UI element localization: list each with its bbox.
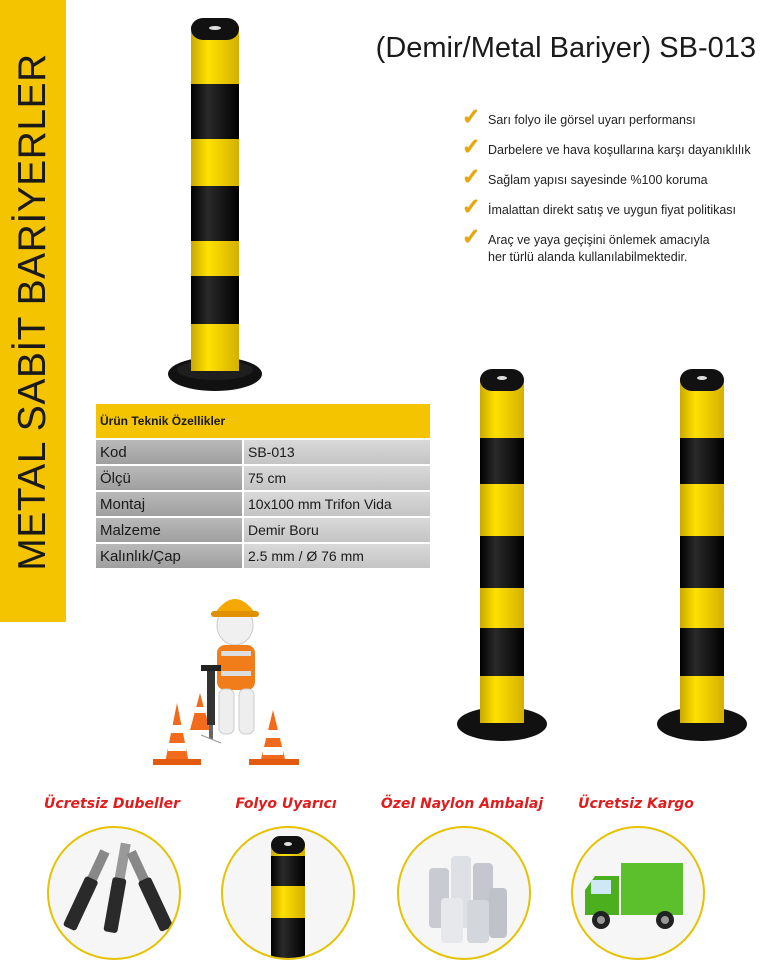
check-icon: ✓	[462, 134, 481, 159]
construction-worker-illustration	[145, 585, 305, 770]
benefit-label: Ücretsiz Kargo	[578, 796, 694, 812]
spec-table-header: Ürün Teknik Özellikler	[96, 404, 430, 438]
spec-label: Kod	[96, 440, 244, 464]
spec-value: 2.5 mm / Ø 76 mm	[244, 544, 430, 568]
benefit-item	[196, 796, 376, 812]
feature-item: ✓ Sarı folyo ile görsel uyarı performansı	[462, 104, 696, 129]
reflective-foil-post-icon	[221, 826, 355, 960]
side-title: METAL SABİT BARİYERLER	[11, 53, 54, 571]
spec-label: Montaj	[96, 492, 244, 516]
wall-plug-screws-icon	[47, 826, 181, 960]
spec-label: Ölçü	[96, 466, 244, 490]
benefits-row	[0, 796, 768, 971]
check-icon: ✓	[462, 104, 481, 129]
check-icon: ✓	[462, 224, 481, 249]
table-row	[96, 492, 430, 516]
check-icon: ✓	[462, 164, 481, 189]
feature-item: ✓ Darbelere ve hava koşullarına karşı dayanıklılık	[462, 134, 751, 159]
benefit-label: Folyo Uyarıcı	[235, 796, 337, 812]
spec-label: Kalınlık/Çap	[96, 544, 244, 568]
nylon-rolls-icon	[397, 826, 531, 960]
table-row	[96, 440, 430, 464]
page-title: (Demir/Metal Bariyer) SB-013	[375, 32, 756, 64]
feature-item: ✓ Sağlam yapısı sayesinde %100 koruma	[462, 164, 708, 189]
bollard-image-right-2	[655, 366, 749, 746]
cargo-truck-icon	[571, 826, 705, 960]
spec-value: SB-013	[244, 440, 430, 464]
bollard-image-main	[165, 14, 265, 394]
table-row	[96, 518, 430, 542]
check-icon: ✓	[462, 194, 481, 219]
spec-value: 75 cm	[244, 466, 430, 490]
bollard-image-right-1	[455, 366, 549, 746]
benefit-label: Özel Naylon Ambalaj	[380, 796, 544, 812]
benefit-item	[546, 796, 726, 812]
table-row	[96, 466, 430, 490]
spec-table	[96, 402, 430, 570]
benefit-item	[22, 796, 202, 812]
spec-value: 10x100 mm Trifon Vida	[244, 492, 430, 516]
spec-label: Malzeme	[96, 518, 244, 542]
feature-item: ✓ Araç ve yaya geçişini önlemek amacıyla her türlü alanda kullanılabilmektedir.	[462, 224, 710, 264]
feature-list	[462, 104, 768, 279]
benefit-label: Ücretsiz Dubeller	[43, 796, 180, 812]
side-band	[0, 0, 66, 622]
table-row	[96, 544, 430, 568]
benefit-item	[372, 796, 552, 812]
spec-value: Demir Boru	[244, 518, 430, 542]
feature-item: ✓ İmalattan direkt satış ve uygun fiyat politikası	[462, 194, 737, 219]
